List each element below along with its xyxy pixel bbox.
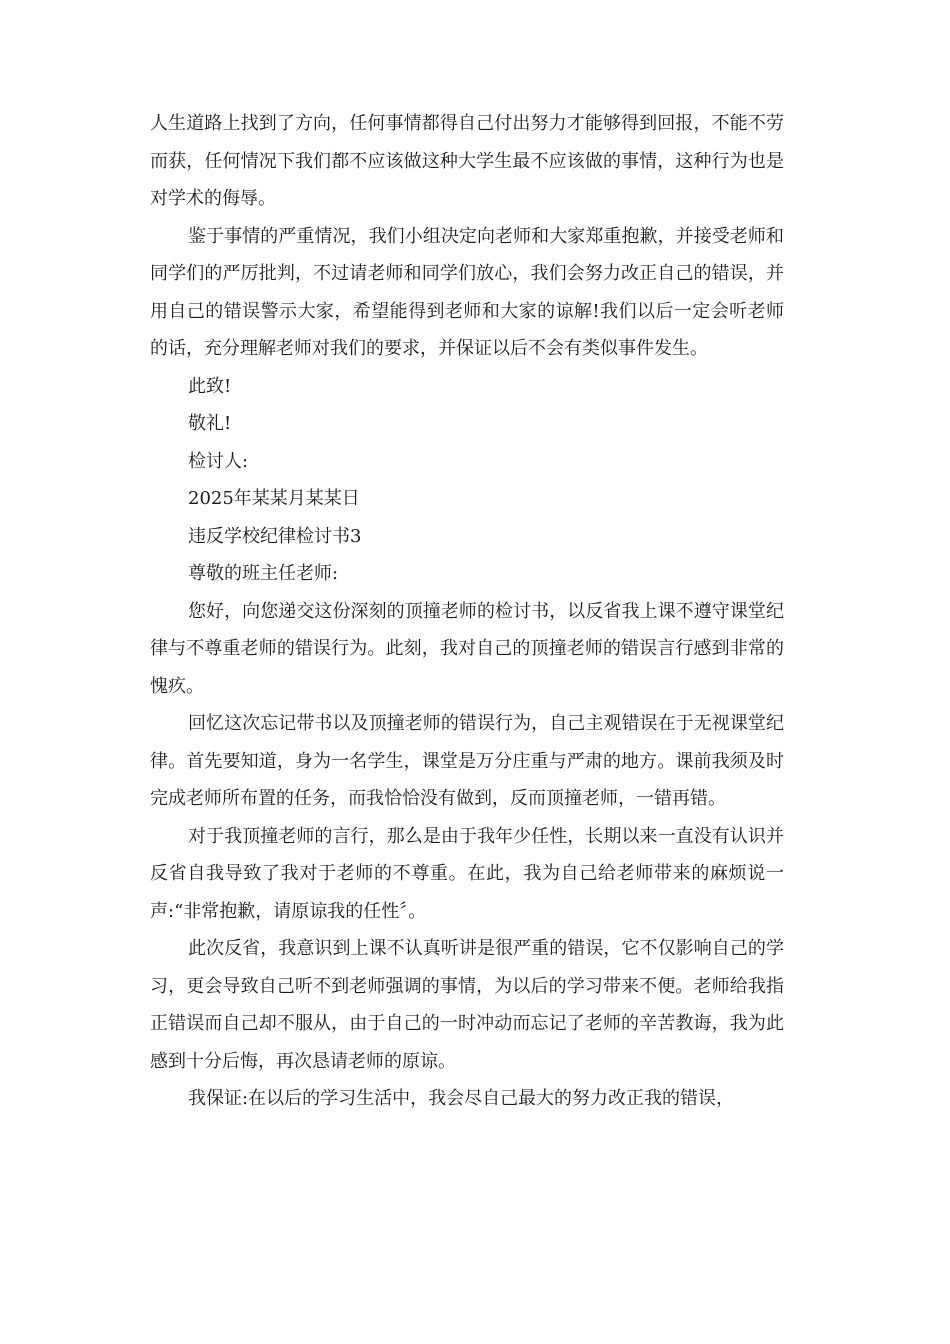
paragraph-guarantee: 我保证:在以后的学习生活中，我会尽自己最大的努力改正我的错误， xyxy=(188,1088,735,1109)
paragraph-intro: 您好，向您递交这份深刻的顶撞老师的检讨书，以反省我上课不遵守课堂纪律与不尊重老师的错误行为。此刻，我对自己的顶撞老师的错误言行感到非常的愧疚。 xyxy=(150,600,784,697)
paragraph-apology: 对于我顶撞老师的言行，那么是由于我年少任性，长期以来一直没有认识并反省自我导致了我对于老师的不尊重。在此，我为自己给老师带来的麻烦说一声:“非常抱歉，请原谅我的任性〞。 xyxy=(150,825,784,922)
closing-salutation: 此致! xyxy=(188,375,232,397)
date-line: 2025年某某月某某日 xyxy=(188,488,360,509)
paragraph-recollection: 回忆这次忘记带书以及顶撞老师的错误行为，自己主观错误在于无视课堂纪律。首先要知道，身为一名学生，课堂是万分庄重与严肃的地方。课前我须及时完成老师所布置的任务，而我恰恰没有做到，反而顶撞老师，一错再错。 xyxy=(150,713,784,809)
paragraph-reflection: 此次反省，我意识到上课不认真听讲是很严重的错误，它不仅影响自己的学习，更会导致自己听不到老师强调的事情，为以后的学习带来不便。老师给我指正错误而自己却不服从，由于自己的一时冲动而忘记了老师的辛苦教诲，我为此感到十分后悔，再次恳请老师的原谅。 xyxy=(150,938,784,1072)
signature-label: 检讨人: xyxy=(188,450,249,472)
paragraph-apology-commitment: 鉴于事情的严重情况，我们小组决定向老师和大家郑重抱歉，并接受老师和同学们的严厉批判，不过请老师和同学们放心，我们会努力改正自己的错误，并用自己的错误警示大家，希望能得到老师和大家的谅解!我们以后一定会听老师的话，充分理解老师对我们的要求，并保证以后不会有类似事件发生。 xyxy=(150,225,784,359)
document-page xyxy=(150,105,784,1118)
letter-greeting: 尊敬的班主任老师: xyxy=(188,563,339,584)
section-title: 违反学校纪律检讨书3 xyxy=(188,525,362,547)
closing-respect: 敬礼! xyxy=(188,413,232,434)
paragraph-continuation: 人生道路上找到了方向，任何事情都得自己付出努力才能够得到回报，不能不劳而获，任何情况下我们都不应该做这种大学生最不应该做的事情，这种行为也是对学术的侮辱。 xyxy=(150,113,784,209)
